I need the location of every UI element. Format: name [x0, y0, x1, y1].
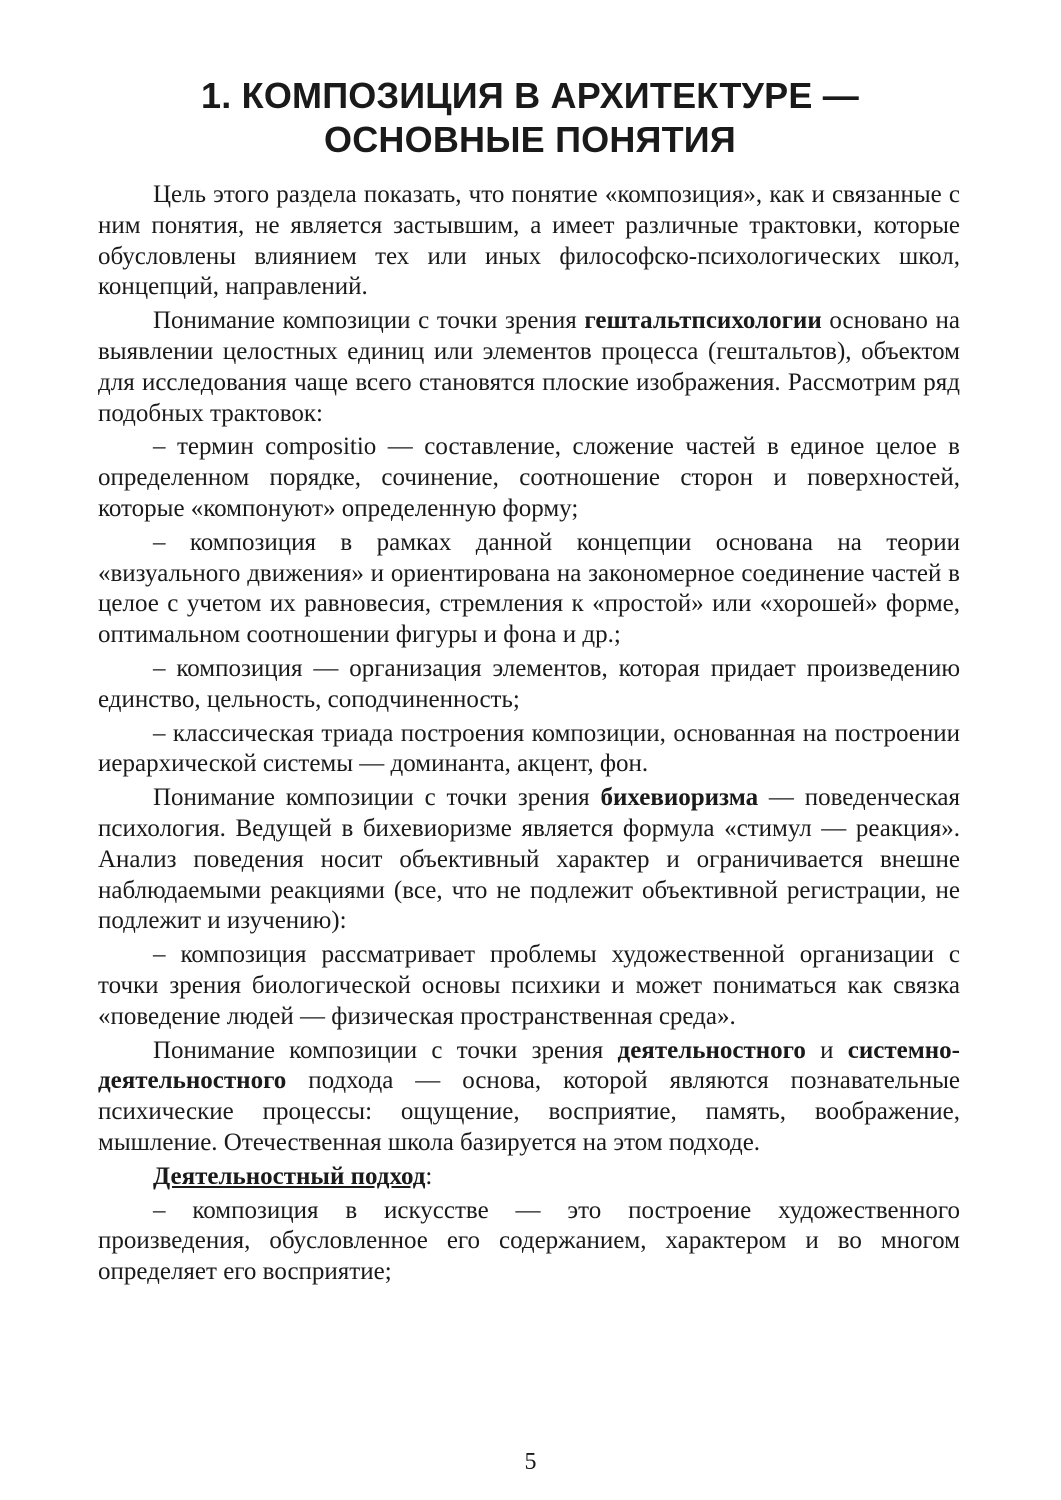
- activity-paragraph: [98, 1036, 960, 1159]
- gestalt-list-item: – термин compositio — составление, сложение частей в единое целое в определенном порядке, сочинение, соотношение сторон и поверхностей, которые «компонуют» определенную форму;: [98, 433, 960, 522]
- gestalt-term: гештальтпсихологии: [584, 307, 822, 335]
- system-activity-term: системно-деятельностного: [98, 1036, 960, 1095]
- gestalt-lead: Понимание композиции с точки зрения: [153, 307, 585, 335]
- chapter-title-line-1: 1. КОМПОЗИЦИЯ В АРХИТЕКТУРЕ —: [201, 75, 859, 116]
- activity-term: деятельностного: [617, 1036, 806, 1064]
- behaviorism-rest: — поведенческая психология. Ведущей в бихевиоризме является формула «стимул — реакция». Анализ поведения носит объективный характер и ограничивается внешне наблюдаемыми реакциями (все, что не подлежит объективной регистрации, не подлежит и изучению):: [98, 784, 961, 935]
- activity-subheading-label: Деятельностный подход: [153, 1162, 426, 1190]
- gestalt-list-item: – композиция в рамках данной концепции основана на теории «визуального движения» и ориентирована на закономерное соединение частей в целое с учетом их равновесия, стремления к «простой» или «хорошей» форме, оптимальном соотношении фигуры и фона и др.;: [98, 528, 960, 649]
- chapter-title: [120, 74, 940, 162]
- body-text: [98, 180, 960, 1288]
- page-number: 5: [524, 1449, 537, 1475]
- behaviorism-list-item: – композиция рассматривает проблемы художественной организации с точки зрения биологической основы психики и может пониматься как связка «поведение людей — физическая пространственная среда».: [98, 941, 960, 1030]
- intro-paragraph: Цель этого раздела показать, что понятие «композиция», как и связанные с ним понятия, не является застывшим, а имеет различные трактовки, которые обусловлены влиянием тех или иных философско-психологических школ, концепций, направлений.: [98, 181, 960, 301]
- activity-subheading: [98, 1162, 960, 1193]
- activity-conjunction: и: [805, 1036, 848, 1064]
- behaviorism-paragraph: [98, 783, 960, 937]
- gestalt-list-item: – композиция — организация элементов, которая придает произведению единство, цельность, соподчиненность;: [98, 654, 960, 713]
- activity-rest: подхода — основа, которой являются познавательные психические процессы: ощущение, восприятие, память, воображение, мышление. Отечественная школа базируется на этом подходе.: [98, 1067, 960, 1156]
- activity-lead: Понимание композиции с точки зрения: [153, 1036, 618, 1064]
- activity-list-item: – композиция в искусстве — это построение художественного произведения, обусловленное его содержанием, характером и во многом определяет его восприятие;: [98, 1196, 960, 1286]
- gestalt-rest: основано на выявлении целостных единиц или элементов процесса (гештальтов), объектом для исследования чаще всего становятся плоские изображения. Рассмотрим ряд подобных трактовок:: [98, 307, 960, 427]
- gestalt-list-item: – классическая триада построения композиции, основанная на построении иерархической системы — доминанта, акцент, фон.: [98, 719, 960, 778]
- activity-subheading-colon: :: [425, 1162, 433, 1190]
- gestalt-paragraph: [98, 306, 960, 429]
- behaviorism-lead: Понимание композиции с точки зрения: [153, 784, 601, 812]
- chapter-title-line-2: ОСНОВНЫЕ ПОНЯТИЯ: [324, 119, 736, 160]
- behaviorism-term: бихевиоризма: [600, 784, 759, 812]
